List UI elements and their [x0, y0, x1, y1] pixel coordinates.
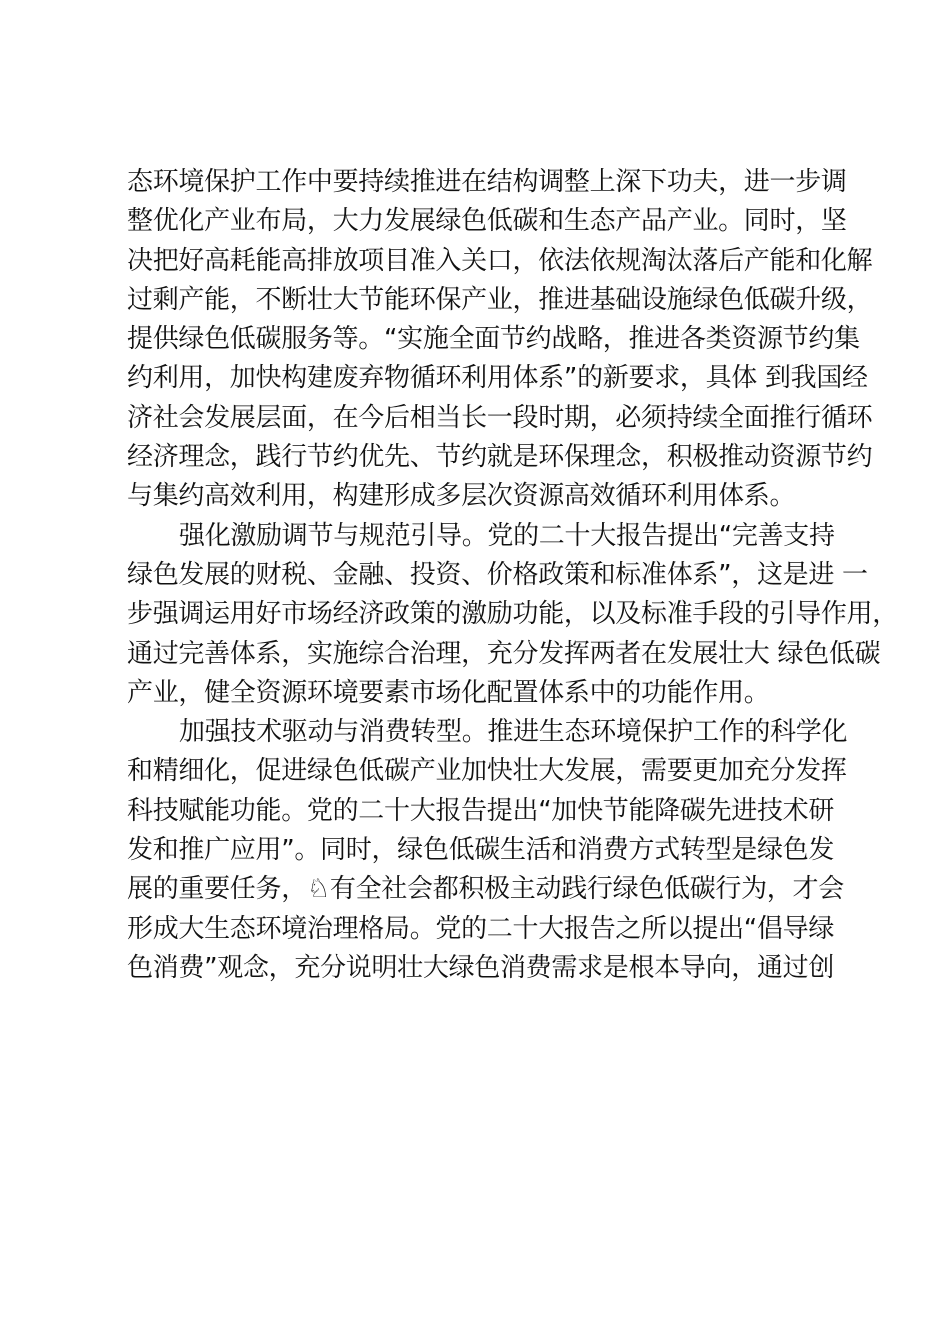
text-line: 与集约高效利用，构建形成多层次资源高效循环利用体系。 — [127, 481, 796, 512]
body-text — [127, 163, 899, 988]
text-line: 和精细化，促进绿色低碳产业加快壮大发展，需要更加充分发挥 — [127, 756, 847, 787]
text-line: 通过完善体系，实施综合治理，充分发挥两者在发展壮大 绿色低碳 — [127, 638, 881, 669]
text-line: 济社会发展层面，在今后相当长一段时期，必须持续全面推行循环 — [127, 402, 873, 433]
text-line: 提供绿色低碳服务等。“实施全面节约战略，推进各类资源节约集 — [127, 324, 860, 355]
text-line: 展的重要任务，♘有全社会都积极主动践行绿色低碳行为，才会 — [127, 874, 844, 905]
text-line: 形成大生态环境治理格局。党的二十大报告之所以提出“倡导绿 — [127, 913, 835, 944]
text-line: 态环境保护工作中要持续推进在结构调整上深下功夫，进一步调 — [127, 167, 847, 197]
text-line: 发和推广应用”。同时，绿色低碳生活和消费方式转型是绿色发 — [127, 835, 835, 866]
text-line: 经济理念，践行节约优先、节约就是环保理念，积极推动资源节约 — [127, 442, 873, 473]
text-line: 约利用，加快构建废弃物循环利用体系”的新要求，具体 到我国经 — [127, 363, 868, 394]
paragraph-first-line: 加强技术驱动与消费转型。推进生态环境保护工作的科学化 — [179, 717, 848, 748]
text-line: 决把好高耗能高排放项目准入关口，依法依规淘汰落后产能和化解 — [127, 245, 873, 276]
text-line: 步强调运用好市场经济政策的激励功能，以及标准手段的引导作用， — [127, 599, 899, 630]
text-line: 产业，健全资源环境要素市场化配置体系中的功能作用。 — [127, 677, 770, 708]
text-line: 绿色发展的财税、金融、投资、价格政策和标准体系”，这是进 一 — [127, 559, 868, 590]
text-line: 整优化产业布局，大力发展绿色低碳和生态产品产业。同时，坚 — [127, 206, 847, 237]
text-line: 科技赋能功能。党的二十大报告提出“加快节能降碳先进技术研 — [127, 795, 835, 826]
paragraph-first-line: 强化激励调节与规范引导。党的二十大报告提出“完善支持 — [179, 520, 835, 551]
text-line: 色消费”观念，充分说明壮大绿色消费需求是根本导向，通过创 — [127, 952, 835, 983]
text-line: 过剩产能，不断壮大节能环保产业，推进基础设施绿色低碳升级， — [127, 284, 873, 315]
